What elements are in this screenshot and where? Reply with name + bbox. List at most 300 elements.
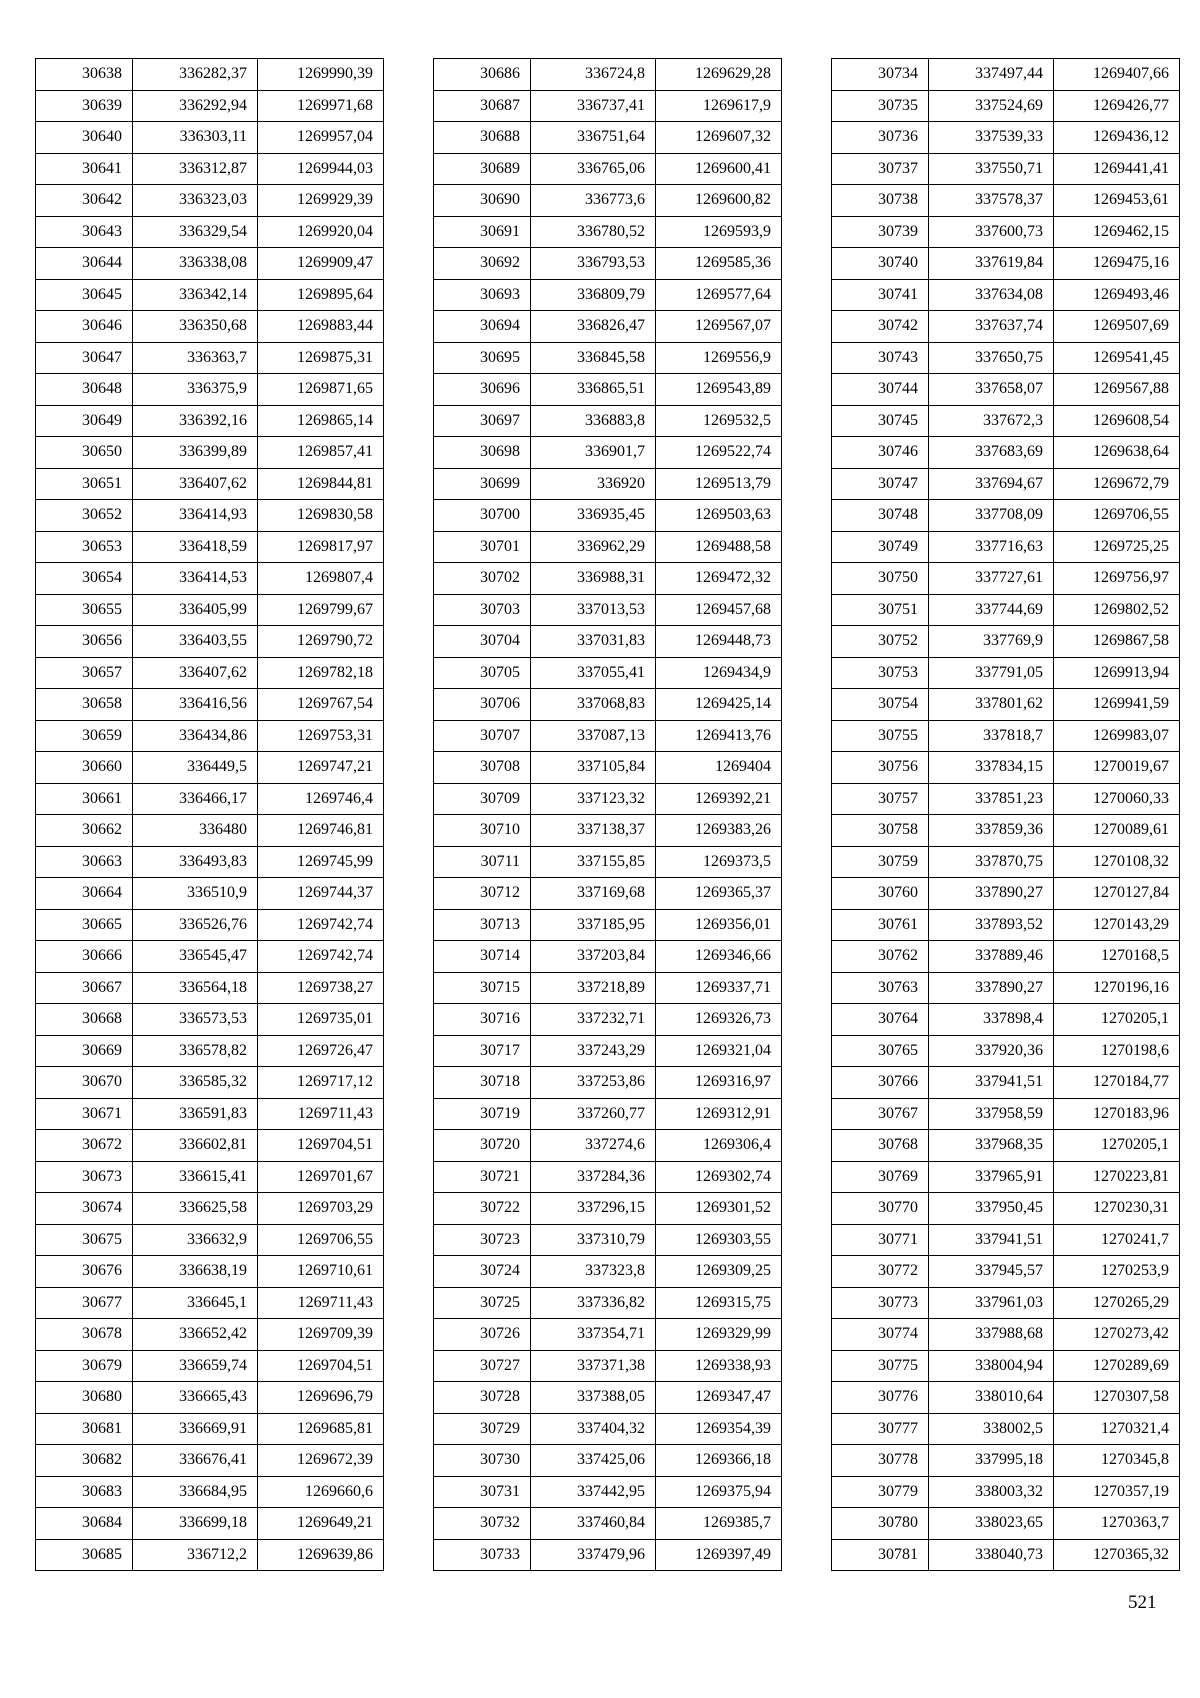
x-coordinate-cell: 337920,36 bbox=[929, 1035, 1054, 1067]
point-number-cell: 30749 bbox=[832, 531, 929, 563]
x-coordinate-cell: 337323,8 bbox=[531, 1256, 656, 1288]
x-coordinate-cell: 337634,08 bbox=[929, 279, 1054, 311]
y-coordinate-cell: 1269706,55 bbox=[258, 1224, 384, 1256]
y-coordinate-cell: 1269726,47 bbox=[258, 1035, 384, 1067]
point-number-cell: 30718 bbox=[434, 1067, 531, 1099]
point-number-cell: 30646 bbox=[36, 311, 133, 343]
x-coordinate-cell: 336338,08 bbox=[133, 248, 258, 280]
point-number-cell: 30755 bbox=[832, 720, 929, 752]
point-number-cell: 30655 bbox=[36, 594, 133, 626]
table-row bbox=[434, 909, 782, 941]
table-row bbox=[832, 1098, 1180, 1130]
x-coordinate-cell: 336329,54 bbox=[133, 216, 258, 248]
point-number-cell: 30736 bbox=[832, 122, 929, 154]
x-coordinate-cell: 336416,56 bbox=[133, 689, 258, 721]
y-coordinate-cell: 1269629,28 bbox=[656, 59, 782, 91]
y-coordinate-cell: 1270363,7 bbox=[1054, 1508, 1180, 1540]
table-row bbox=[832, 689, 1180, 721]
point-number-cell: 30770 bbox=[832, 1193, 929, 1225]
point-number-cell: 30747 bbox=[832, 468, 929, 500]
x-coordinate-cell: 337442,95 bbox=[531, 1476, 656, 1508]
y-coordinate-cell: 1269790,72 bbox=[258, 626, 384, 658]
point-number-cell: 30763 bbox=[832, 972, 929, 1004]
table-row bbox=[832, 657, 1180, 689]
y-coordinate-cell: 1269895,64 bbox=[258, 279, 384, 311]
y-coordinate-cell: 1269567,07 bbox=[656, 311, 782, 343]
table-row bbox=[434, 657, 782, 689]
table-row bbox=[36, 626, 384, 658]
y-coordinate-cell: 1269507,69 bbox=[1054, 311, 1180, 343]
table-row bbox=[36, 59, 384, 91]
x-coordinate-cell: 337203,84 bbox=[531, 941, 656, 973]
y-coordinate-cell: 1269397,49 bbox=[656, 1539, 782, 1571]
y-coordinate-cell: 1269541,45 bbox=[1054, 342, 1180, 374]
point-number-cell: 30735 bbox=[832, 90, 929, 122]
point-number-cell: 30669 bbox=[36, 1035, 133, 1067]
point-number-cell: 30768 bbox=[832, 1130, 929, 1162]
table-row bbox=[36, 122, 384, 154]
table-row bbox=[36, 752, 384, 784]
y-coordinate-cell: 1270289,69 bbox=[1054, 1350, 1180, 1382]
y-coordinate-cell: 1269782,18 bbox=[258, 657, 384, 689]
point-number-cell: 30765 bbox=[832, 1035, 929, 1067]
table-row bbox=[832, 1161, 1180, 1193]
x-coordinate-cell: 336935,45 bbox=[531, 500, 656, 532]
x-coordinate-cell: 337232,71 bbox=[531, 1004, 656, 1036]
point-number-cell: 30745 bbox=[832, 405, 929, 437]
table-row bbox=[36, 374, 384, 406]
x-coordinate-cell: 337965,91 bbox=[929, 1161, 1054, 1193]
table-row bbox=[36, 594, 384, 626]
table-row bbox=[36, 1508, 384, 1540]
table-row bbox=[434, 1445, 782, 1477]
table-row bbox=[36, 342, 384, 374]
y-coordinate-cell: 1270365,32 bbox=[1054, 1539, 1180, 1571]
y-coordinate-cell: 1270241,7 bbox=[1054, 1224, 1180, 1256]
x-coordinate-cell: 338010,64 bbox=[929, 1382, 1054, 1414]
point-number-cell: 30663 bbox=[36, 846, 133, 878]
x-coordinate-cell: 337658,07 bbox=[929, 374, 1054, 406]
table-row bbox=[832, 216, 1180, 248]
x-coordinate-cell: 337539,33 bbox=[929, 122, 1054, 154]
table-row bbox=[36, 1413, 384, 1445]
table-row bbox=[832, 909, 1180, 941]
y-coordinate-cell: 1269373,5 bbox=[656, 846, 782, 878]
table-row bbox=[36, 1067, 384, 1099]
x-coordinate-cell: 336573,53 bbox=[133, 1004, 258, 1036]
y-coordinate-cell: 1269392,21 bbox=[656, 783, 782, 815]
x-coordinate-cell: 336988,31 bbox=[531, 563, 656, 595]
x-coordinate-cell: 337578,37 bbox=[929, 185, 1054, 217]
x-coordinate-cell: 337479,96 bbox=[531, 1539, 656, 1571]
table-row bbox=[36, 1445, 384, 1477]
table-row bbox=[832, 279, 1180, 311]
x-coordinate-cell: 336712,2 bbox=[133, 1539, 258, 1571]
point-number-cell: 30713 bbox=[434, 909, 531, 941]
y-coordinate-cell: 1269513,79 bbox=[656, 468, 782, 500]
table-row bbox=[36, 1476, 384, 1508]
x-coordinate-cell: 337310,79 bbox=[531, 1224, 656, 1256]
table-row bbox=[832, 1413, 1180, 1445]
y-coordinate-cell: 1269817,97 bbox=[258, 531, 384, 563]
table-row bbox=[36, 1130, 384, 1162]
table-row bbox=[434, 216, 782, 248]
point-number-cell: 30684 bbox=[36, 1508, 133, 1540]
y-coordinate-cell: 1269617,9 bbox=[656, 90, 782, 122]
x-coordinate-cell: 336414,93 bbox=[133, 500, 258, 532]
table-row bbox=[832, 1508, 1180, 1540]
point-number-cell: 30651 bbox=[36, 468, 133, 500]
point-number-cell: 30665 bbox=[36, 909, 133, 941]
table-row bbox=[832, 1035, 1180, 1067]
x-coordinate-cell: 336375,9 bbox=[133, 374, 258, 406]
x-coordinate-cell: 336407,62 bbox=[133, 468, 258, 500]
table-row bbox=[434, 374, 782, 406]
table-row bbox=[832, 752, 1180, 784]
x-coordinate-cell: 337497,44 bbox=[929, 59, 1054, 91]
table-row bbox=[36, 531, 384, 563]
x-coordinate-cell: 337087,13 bbox=[531, 720, 656, 752]
x-coordinate-cell: 336323,03 bbox=[133, 185, 258, 217]
x-coordinate-cell: 337870,75 bbox=[929, 846, 1054, 878]
table-row bbox=[434, 468, 782, 500]
y-coordinate-cell: 1269685,81 bbox=[258, 1413, 384, 1445]
x-coordinate-cell: 337834,15 bbox=[929, 752, 1054, 784]
y-coordinate-cell: 1269883,44 bbox=[258, 311, 384, 343]
x-coordinate-cell: 337859,36 bbox=[929, 815, 1054, 847]
table-row bbox=[832, 1319, 1180, 1351]
x-coordinate-cell: 337945,57 bbox=[929, 1256, 1054, 1288]
point-number-cell: 30744 bbox=[832, 374, 929, 406]
y-coordinate-cell: 1269329,99 bbox=[656, 1319, 782, 1351]
point-number-cell: 30667 bbox=[36, 972, 133, 1004]
y-coordinate-cell: 1269871,65 bbox=[258, 374, 384, 406]
y-coordinate-cell: 1269909,47 bbox=[258, 248, 384, 280]
point-number-cell: 30710 bbox=[434, 815, 531, 847]
x-coordinate-cell: 336591,83 bbox=[133, 1098, 258, 1130]
y-coordinate-cell: 1269316,97 bbox=[656, 1067, 782, 1099]
x-coordinate-cell: 336638,19 bbox=[133, 1256, 258, 1288]
table-row bbox=[832, 783, 1180, 815]
table-row bbox=[434, 878, 782, 910]
table-row bbox=[36, 1382, 384, 1414]
point-number-cell: 30642 bbox=[36, 185, 133, 217]
y-coordinate-cell: 1269462,15 bbox=[1054, 216, 1180, 248]
y-coordinate-cell: 1269767,54 bbox=[258, 689, 384, 721]
y-coordinate-cell: 1270196,16 bbox=[1054, 972, 1180, 1004]
point-number-cell: 30661 bbox=[36, 783, 133, 815]
x-coordinate-cell: 336403,55 bbox=[133, 626, 258, 658]
point-number-cell: 30654 bbox=[36, 563, 133, 595]
x-coordinate-cell: 337354,71 bbox=[531, 1319, 656, 1351]
table-row bbox=[36, 1287, 384, 1319]
table-row bbox=[36, 909, 384, 941]
y-coordinate-cell: 1270143,29 bbox=[1054, 909, 1180, 941]
x-coordinate-cell: 338002,5 bbox=[929, 1413, 1054, 1445]
y-coordinate-cell: 1270183,96 bbox=[1054, 1098, 1180, 1130]
table-row bbox=[434, 972, 782, 1004]
x-coordinate-cell: 336342,14 bbox=[133, 279, 258, 311]
point-number-cell: 30696 bbox=[434, 374, 531, 406]
page-number: 521 bbox=[1128, 1592, 1157, 1613]
point-number-cell: 30677 bbox=[36, 1287, 133, 1319]
coordinate-table-3 bbox=[831, 58, 1180, 1571]
point-number-cell: 30687 bbox=[434, 90, 531, 122]
y-coordinate-cell: 1269971,68 bbox=[258, 90, 384, 122]
x-coordinate-cell: 336392,16 bbox=[133, 405, 258, 437]
x-coordinate-cell: 337995,18 bbox=[929, 1445, 1054, 1477]
y-coordinate-cell: 1269522,74 bbox=[656, 437, 782, 469]
x-coordinate-cell: 337425,06 bbox=[531, 1445, 656, 1477]
coordinate-tables bbox=[0, 58, 1200, 1638]
table-row bbox=[434, 1161, 782, 1193]
x-coordinate-cell: 336350,68 bbox=[133, 311, 258, 343]
x-coordinate-cell: 337138,37 bbox=[531, 815, 656, 847]
table-row bbox=[832, 1256, 1180, 1288]
x-coordinate-cell: 337031,83 bbox=[531, 626, 656, 658]
table-row bbox=[434, 1287, 782, 1319]
y-coordinate-cell: 1269608,54 bbox=[1054, 405, 1180, 437]
x-coordinate-cell: 336407,62 bbox=[133, 657, 258, 689]
table-row bbox=[832, 248, 1180, 280]
point-number-cell: 30689 bbox=[434, 153, 531, 185]
table-row bbox=[832, 122, 1180, 154]
x-coordinate-cell: 337371,38 bbox=[531, 1350, 656, 1382]
y-coordinate-cell: 1269488,58 bbox=[656, 531, 782, 563]
point-number-cell: 30662 bbox=[36, 815, 133, 847]
y-coordinate-cell: 1269448,73 bbox=[656, 626, 782, 658]
y-coordinate-cell: 1269585,36 bbox=[656, 248, 782, 280]
point-number-cell: 30712 bbox=[434, 878, 531, 910]
x-coordinate-cell: 336399,89 bbox=[133, 437, 258, 469]
y-coordinate-cell: 1269735,01 bbox=[258, 1004, 384, 1036]
point-number-cell: 30702 bbox=[434, 563, 531, 595]
x-coordinate-cell: 336962,29 bbox=[531, 531, 656, 563]
table-row bbox=[832, 531, 1180, 563]
x-coordinate-cell: 337055,41 bbox=[531, 657, 656, 689]
y-coordinate-cell: 1269802,52 bbox=[1054, 594, 1180, 626]
table-row bbox=[36, 185, 384, 217]
y-coordinate-cell: 1269383,26 bbox=[656, 815, 782, 847]
x-coordinate-cell: 336665,43 bbox=[133, 1382, 258, 1414]
y-coordinate-cell: 1270253,9 bbox=[1054, 1256, 1180, 1288]
y-coordinate-cell: 1269742,74 bbox=[258, 941, 384, 973]
y-coordinate-cell: 1270108,32 bbox=[1054, 846, 1180, 878]
table-row bbox=[36, 1256, 384, 1288]
table-row bbox=[434, 185, 782, 217]
point-number-cell: 30659 bbox=[36, 720, 133, 752]
x-coordinate-cell: 336434,86 bbox=[133, 720, 258, 752]
y-coordinate-cell: 1270223,81 bbox=[1054, 1161, 1180, 1193]
point-number-cell: 30647 bbox=[36, 342, 133, 374]
table-row bbox=[36, 90, 384, 122]
point-number-cell: 30721 bbox=[434, 1161, 531, 1193]
x-coordinate-cell: 337890,27 bbox=[929, 972, 1054, 1004]
point-number-cell: 30690 bbox=[434, 185, 531, 217]
point-number-cell: 30742 bbox=[832, 311, 929, 343]
y-coordinate-cell: 1269426,77 bbox=[1054, 90, 1180, 122]
y-coordinate-cell: 1269600,41 bbox=[656, 153, 782, 185]
point-number-cell: 30743 bbox=[832, 342, 929, 374]
point-number-cell: 30639 bbox=[36, 90, 133, 122]
table-row bbox=[36, 815, 384, 847]
table-row bbox=[36, 1193, 384, 1225]
y-coordinate-cell: 1269441,41 bbox=[1054, 153, 1180, 185]
x-coordinate-cell: 337123,32 bbox=[531, 783, 656, 815]
x-coordinate-cell: 337460,84 bbox=[531, 1508, 656, 1540]
y-coordinate-cell: 1270357,19 bbox=[1054, 1476, 1180, 1508]
point-number-cell: 30649 bbox=[36, 405, 133, 437]
table-row bbox=[434, 1256, 782, 1288]
x-coordinate-cell: 337889,46 bbox=[929, 941, 1054, 973]
x-coordinate-cell: 336737,41 bbox=[531, 90, 656, 122]
table-row bbox=[36, 153, 384, 185]
x-coordinate-cell: 337941,51 bbox=[929, 1067, 1054, 1099]
point-number-cell: 30692 bbox=[434, 248, 531, 280]
table-row bbox=[36, 783, 384, 815]
point-number-cell: 30656 bbox=[36, 626, 133, 658]
table-row bbox=[434, 531, 782, 563]
table-row bbox=[832, 153, 1180, 185]
x-coordinate-cell: 336845,58 bbox=[531, 342, 656, 374]
y-coordinate-cell: 1269807,4 bbox=[258, 563, 384, 595]
point-number-cell: 30719 bbox=[434, 1098, 531, 1130]
point-number-cell: 30781 bbox=[832, 1539, 929, 1571]
y-coordinate-cell: 1269944,03 bbox=[258, 153, 384, 185]
point-number-cell: 30752 bbox=[832, 626, 929, 658]
y-coordinate-cell: 1269745,99 bbox=[258, 846, 384, 878]
table-row bbox=[36, 1350, 384, 1382]
x-coordinate-cell: 336901,7 bbox=[531, 437, 656, 469]
y-coordinate-cell: 1269306,4 bbox=[656, 1130, 782, 1162]
coordinate-table-1 bbox=[35, 58, 384, 1571]
table-row bbox=[434, 752, 782, 784]
y-coordinate-cell: 1269337,71 bbox=[656, 972, 782, 1004]
x-coordinate-cell: 337404,32 bbox=[531, 1413, 656, 1445]
point-number-cell: 30686 bbox=[434, 59, 531, 91]
point-number-cell: 30683 bbox=[36, 1476, 133, 1508]
x-coordinate-cell: 337260,77 bbox=[531, 1098, 656, 1130]
table-row bbox=[434, 1476, 782, 1508]
point-number-cell: 30673 bbox=[36, 1161, 133, 1193]
point-number-cell: 30746 bbox=[832, 437, 929, 469]
y-coordinate-cell: 1269301,52 bbox=[656, 1193, 782, 1225]
y-coordinate-cell: 1269799,67 bbox=[258, 594, 384, 626]
y-coordinate-cell: 1270060,33 bbox=[1054, 783, 1180, 815]
table-row bbox=[36, 1319, 384, 1351]
point-number-cell: 30760 bbox=[832, 878, 929, 910]
point-number-cell: 30693 bbox=[434, 279, 531, 311]
y-coordinate-cell: 1269354,39 bbox=[656, 1413, 782, 1445]
x-coordinate-cell: 336809,79 bbox=[531, 279, 656, 311]
y-coordinate-cell: 1270205,1 bbox=[1054, 1004, 1180, 1036]
x-coordinate-cell: 336625,58 bbox=[133, 1193, 258, 1225]
x-coordinate-cell: 337727,61 bbox=[929, 563, 1054, 595]
table-row bbox=[832, 846, 1180, 878]
y-coordinate-cell: 1269436,12 bbox=[1054, 122, 1180, 154]
x-coordinate-cell: 337683,69 bbox=[929, 437, 1054, 469]
point-number-cell: 30754 bbox=[832, 689, 929, 721]
point-number-cell: 30678 bbox=[36, 1319, 133, 1351]
point-number-cell: 30675 bbox=[36, 1224, 133, 1256]
y-coordinate-cell: 1270230,31 bbox=[1054, 1193, 1180, 1225]
table-row bbox=[434, 153, 782, 185]
table-row bbox=[832, 1004, 1180, 1036]
y-coordinate-cell: 1269709,39 bbox=[258, 1319, 384, 1351]
y-coordinate-cell: 1269532,5 bbox=[656, 405, 782, 437]
y-coordinate-cell: 1269696,79 bbox=[258, 1382, 384, 1414]
y-coordinate-cell: 1270168,5 bbox=[1054, 941, 1180, 973]
table-row bbox=[832, 1193, 1180, 1225]
x-coordinate-cell: 337619,84 bbox=[929, 248, 1054, 280]
table-row bbox=[832, 720, 1180, 752]
x-coordinate-cell: 336669,91 bbox=[133, 1413, 258, 1445]
point-number-cell: 30706 bbox=[434, 689, 531, 721]
table-row bbox=[434, 500, 782, 532]
point-number-cell: 30725 bbox=[434, 1287, 531, 1319]
y-coordinate-cell: 1270198,6 bbox=[1054, 1035, 1180, 1067]
y-coordinate-cell: 1269875,31 bbox=[258, 342, 384, 374]
table-row bbox=[36, 248, 384, 280]
y-coordinate-cell: 1269738,27 bbox=[258, 972, 384, 1004]
point-number-cell: 30643 bbox=[36, 216, 133, 248]
x-coordinate-cell: 336632,9 bbox=[133, 1224, 258, 1256]
point-number-cell: 30697 bbox=[434, 405, 531, 437]
x-coordinate-cell: 338004,94 bbox=[929, 1350, 1054, 1382]
x-coordinate-cell: 336793,53 bbox=[531, 248, 656, 280]
point-number-cell: 30728 bbox=[434, 1382, 531, 1414]
table-row bbox=[434, 1539, 782, 1571]
y-coordinate-cell: 1269704,51 bbox=[258, 1350, 384, 1382]
table-row bbox=[36, 878, 384, 910]
point-number-cell: 30644 bbox=[36, 248, 133, 280]
point-number-cell: 30638 bbox=[36, 59, 133, 91]
point-number-cell: 30666 bbox=[36, 941, 133, 973]
x-coordinate-cell: 337296,15 bbox=[531, 1193, 656, 1225]
table-row bbox=[434, 563, 782, 595]
point-number-cell: 30653 bbox=[36, 531, 133, 563]
point-number-cell: 30727 bbox=[434, 1350, 531, 1382]
table-row bbox=[434, 689, 782, 721]
point-number-cell: 30716 bbox=[434, 1004, 531, 1036]
y-coordinate-cell: 1269706,55 bbox=[1054, 500, 1180, 532]
x-coordinate-cell: 336418,59 bbox=[133, 531, 258, 563]
point-number-cell: 30772 bbox=[832, 1256, 929, 1288]
point-number-cell: 30757 bbox=[832, 783, 929, 815]
point-number-cell: 30705 bbox=[434, 657, 531, 689]
point-number-cell: 30756 bbox=[832, 752, 929, 784]
y-coordinate-cell: 1269475,16 bbox=[1054, 248, 1180, 280]
table-row bbox=[36, 1004, 384, 1036]
y-coordinate-cell: 1269303,55 bbox=[656, 1224, 782, 1256]
point-number-cell: 30682 bbox=[36, 1445, 133, 1477]
x-coordinate-cell: 337105,84 bbox=[531, 752, 656, 784]
y-coordinate-cell: 1269725,25 bbox=[1054, 531, 1180, 563]
table-row bbox=[36, 972, 384, 1004]
x-coordinate-cell: 337524,69 bbox=[929, 90, 1054, 122]
y-coordinate-cell: 1270265,29 bbox=[1054, 1287, 1180, 1319]
x-coordinate-cell: 337744,69 bbox=[929, 594, 1054, 626]
point-number-cell: 30709 bbox=[434, 783, 531, 815]
y-coordinate-cell: 1269742,74 bbox=[258, 909, 384, 941]
x-coordinate-cell: 336578,82 bbox=[133, 1035, 258, 1067]
point-number-cell: 30711 bbox=[434, 846, 531, 878]
table-row bbox=[832, 1130, 1180, 1162]
point-number-cell: 30680 bbox=[36, 1382, 133, 1414]
table-row bbox=[832, 374, 1180, 406]
y-coordinate-cell: 1269753,31 bbox=[258, 720, 384, 752]
x-coordinate-cell: 337893,52 bbox=[929, 909, 1054, 941]
